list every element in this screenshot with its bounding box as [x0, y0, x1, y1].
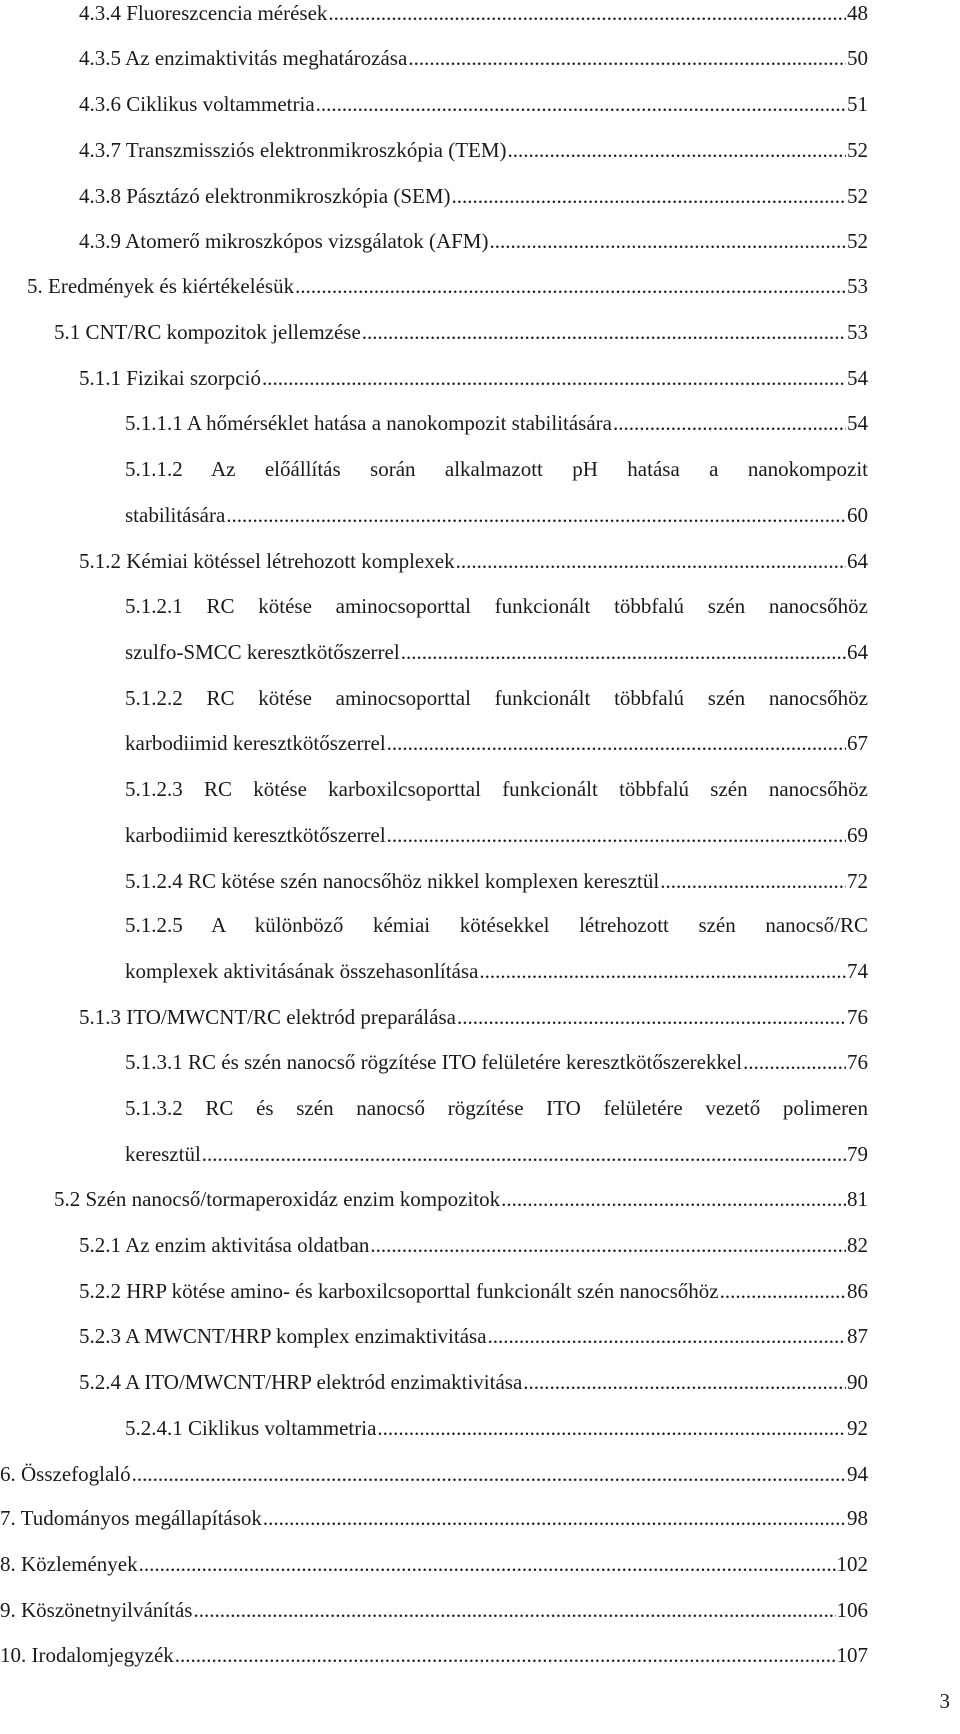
toc-entry-page: 52: [847, 228, 868, 253]
dot-leader: [139, 1551, 836, 1577]
dot-leader: [262, 365, 846, 391]
toc-entry-continuation[interactable]: [125, 822, 868, 848]
toc-entry-label: 7. Tudományos megállapítások: [0, 1506, 262, 1531]
dot-leader: [263, 1505, 846, 1531]
toc-entry-label: karbodiimid keresztkötőszerrel: [125, 822, 386, 847]
toc-entry-label: 9. Köszönetnyilvánítás: [0, 1598, 193, 1623]
toc-entry[interactable]: [79, 1232, 868, 1258]
dot-leader: [316, 91, 846, 117]
toc-entry-label: 5.2.1 Az enzim aktivitása oldatban: [79, 1232, 370, 1257]
dot-leader: [479, 958, 846, 984]
toc-entry-label: 4.3.7 Transzmissziós elektronmikroszkópia (TEM): [79, 137, 507, 162]
toc-entry[interactable]: [27, 273, 868, 299]
toc-entry-label: 5.2.4 A ITO/MWCNT/HRP elektród enzimaktivitása: [79, 1369, 523, 1394]
dot-leader: [660, 868, 846, 894]
toc-entry-label: 4.3.6 Ciklikus voltammetria: [79, 91, 315, 116]
toc-entry-label: keresztül: [125, 1142, 201, 1167]
dot-leader: [193, 1597, 835, 1623]
dot-leader: [508, 137, 846, 163]
toc-entry-label-line1: 5.1.2.3 RC kötése karboxilcsoporttal funkcionált többfalú szén nanocsőhöz: [125, 776, 868, 801]
toc-entry[interactable]: [0, 1597, 868, 1623]
toc-entry-page: 87: [847, 1323, 868, 1348]
toc-entry-page: 64: [847, 639, 868, 664]
toc-entry-label: 4.3.4 Fluoreszcencia mérések: [79, 1, 328, 25]
toc-entry-page: 52: [847, 137, 868, 162]
dot-leader: [362, 319, 846, 345]
toc-entry-continuation[interactable]: [125, 1141, 868, 1167]
dot-leader: [202, 1141, 846, 1167]
toc-entry-page: 72: [847, 868, 868, 893]
toc-entry[interactable]: [125, 1415, 868, 1441]
toc-entry-label: 4.3.9 Atomerő mikroszkópos vizsgálatok (AFM): [79, 228, 489, 253]
dot-leader: [295, 273, 846, 299]
dot-leader: [501, 1186, 846, 1212]
dot-leader: [523, 1369, 846, 1395]
toc-entry-label: 8. Közlemények: [0, 1552, 138, 1577]
dot-leader: [452, 183, 847, 209]
toc-entry[interactable]: [125, 456, 868, 482]
toc-entry-page: 52: [847, 183, 868, 208]
toc-entry-page: 86: [847, 1278, 868, 1303]
toc-entry-page: 76: [847, 1005, 868, 1030]
toc-entry-label: 5.1.3.1 RC és szén nanocső rögzítése ITO felületére keresztkötőszerekkel: [125, 1050, 743, 1075]
toc-entry-continuation[interactable]: [125, 639, 868, 665]
dot-leader: [456, 548, 846, 574]
toc-entry-page: 48: [847, 1, 868, 25]
dot-leader: [613, 410, 846, 436]
dot-leader: [377, 1415, 846, 1441]
toc-entry[interactable]: [79, 548, 868, 574]
toc-entry[interactable]: [0, 1551, 868, 1577]
toc-entry-page: 53: [847, 274, 868, 299]
toc-entry[interactable]: [79, 365, 868, 391]
dot-leader: [720, 1278, 846, 1304]
toc-entry[interactable]: [79, 1278, 868, 1304]
toc-entry-label-line1: 5.1.2.5 A különböző kémiai kötésekkel létrehozott szén nanocső/RC: [125, 913, 868, 938]
toc-entry-continuation[interactable]: [125, 958, 868, 984]
toc-entry-page: 54: [847, 366, 868, 391]
toc-entry-label: 5.1.2 Kémiai kötéssel létrehozott komplexek: [79, 549, 455, 574]
toc-entry-page: 92: [847, 1415, 868, 1440]
dot-leader: [408, 45, 846, 71]
toc-entry-label-line1: 5.1.1.2 Az előállítás során alkalmazott pH hatása a nanokompozit: [125, 457, 868, 482]
toc-entry-page: 90: [847, 1369, 868, 1394]
dot-leader: [387, 822, 846, 848]
toc-entry-label: 5. Eredmények és kiértékelésük: [27, 274, 295, 299]
toc-entry-page: 107: [836, 1643, 868, 1668]
toc-entry[interactable]: [0, 1505, 868, 1531]
toc-entry-label: komplexek aktivitásának összehasonlítása: [125, 959, 479, 984]
toc-entry-page: 98: [847, 1506, 868, 1531]
dot-leader: [387, 730, 846, 756]
toc-entry-label: 5.1 CNT/RC kompozitok jellemzése: [54, 320, 361, 345]
toc-entry-label: 5.1.1 Fizikai szorpció: [79, 366, 261, 391]
toc-entry-label: 10. Irodalomjegyzék: [0, 1643, 174, 1668]
toc-entry-label: 5.2.2 HRP kötése amino- és karboxilcsoporttal funkcionált szén nanocsőhöz: [79, 1278, 719, 1303]
dot-leader: [488, 1323, 846, 1349]
dot-leader: [489, 228, 846, 254]
toc-entry-label: 5.2.3 A MWCNT/HRP komplex enzimaktivitása: [79, 1323, 487, 1348]
toc-entry-page: 82: [847, 1232, 868, 1257]
toc-entry-label: karbodiimid keresztkötőszerrel: [125, 730, 386, 755]
toc-entry-label: 5.1.3 ITO/MWCNT/RC elektród preparálása: [79, 1005, 456, 1030]
toc-entry[interactable]: [125, 776, 868, 802]
toc-entry-page: 81: [847, 1186, 868, 1211]
toc-entry-label: szulfo-SMCC keresztkötőszerrel: [125, 639, 400, 664]
toc-entry-page: 53: [847, 320, 868, 345]
toc-entry-page: 60: [847, 503, 868, 528]
toc-entry[interactable]: [125, 1095, 868, 1121]
toc-entry[interactable]: [125, 912, 868, 938]
toc-entry[interactable]: [125, 593, 868, 619]
toc-entry-page: 64: [847, 549, 868, 574]
toc-entry[interactable]: [0, 1642, 868, 1668]
dot-leader: [743, 1049, 846, 1075]
toc-entry-continuation[interactable]: [125, 730, 868, 756]
toc-entry-label: stabilitására: [125, 503, 226, 528]
toc-entry[interactable]: [79, 228, 868, 254]
toc-entry-label: 5.1.2.4 RC kötése szén nanocsőhöz nikkel komplexen keresztül: [125, 868, 660, 893]
toc-entry-label-line1: 5.1.2.2 RC kötése aminocsoporttal funkcionált többfalú szén nanocsőhöz: [125, 685, 868, 710]
toc-entry-label: 5.1.1.1 A hőmérséklet hatása a nanokompozit stabilitására: [125, 411, 612, 436]
toc-entry[interactable]: [79, 0, 868, 26]
dot-leader: [370, 1232, 846, 1258]
toc-entry-page: 50: [847, 45, 868, 70]
dot-leader: [175, 1642, 836, 1668]
dot-leader: [132, 1461, 846, 1487]
toc-entry-page: 54: [847, 411, 868, 436]
toc-entry-page: 74: [847, 959, 868, 984]
toc-entry[interactable]: [125, 868, 868, 894]
toc-entry-page: 102: [836, 1552, 868, 1577]
toc-entry[interactable]: [79, 45, 868, 71]
toc-entry-page: 51: [847, 91, 868, 116]
toc-entry[interactable]: [54, 319, 868, 345]
toc-entry-label: 5.2 Szén nanocső/tormaperoxidáz enzim kompozitok: [54, 1186, 501, 1211]
toc-entry-page: 79: [847, 1142, 868, 1167]
toc-entry[interactable]: [79, 1323, 868, 1349]
toc-entry[interactable]: [0, 1461, 868, 1487]
toc-entry[interactable]: [79, 1369, 868, 1395]
toc-entry-page: 76: [847, 1050, 868, 1075]
page-number: 3: [939, 1689, 950, 1714]
dot-leader: [401, 639, 846, 665]
toc-entry-page: 67: [847, 730, 868, 755]
toc-entry-label: 4.3.8 Pásztázó elektronmikroszkópia (SEM): [79, 183, 451, 208]
toc-entry[interactable]: [125, 685, 868, 711]
toc-entry-label-line1: 5.1.3.2 RC és szén nanocső rögzítése ITO felületére vezető polimeren: [125, 1096, 868, 1121]
toc-entry-label-line1: 5.1.2.1 RC kötése aminocsoporttal funkcionált többfalú szén nanocsőhöz: [125, 593, 868, 618]
toc-entry-page: 94: [847, 1461, 868, 1486]
dot-leader: [457, 1004, 846, 1030]
toc-entry-label: 4.3.5 Az enzimaktivitás meghatározása: [79, 45, 408, 70]
toc-entry-page: 106: [836, 1598, 868, 1623]
toc-entry[interactable]: [125, 410, 868, 436]
toc-entry[interactable]: [125, 1049, 868, 1075]
toc-entry-continuation[interactable]: [125, 502, 868, 528]
dot-leader: [226, 502, 846, 528]
toc-entry[interactable]: [79, 1004, 868, 1030]
toc-entry-page: 69: [847, 822, 868, 847]
toc-entry[interactable]: [79, 183, 868, 209]
toc-entry[interactable]: [79, 137, 868, 163]
toc-entry-label: 6. Összefoglaló: [0, 1461, 131, 1486]
toc-entry[interactable]: [79, 91, 868, 117]
toc-entry-label: 5.2.4.1 Ciklikus voltammetria: [125, 1415, 377, 1440]
toc-entry[interactable]: [54, 1186, 868, 1212]
dot-leader: [328, 0, 846, 26]
